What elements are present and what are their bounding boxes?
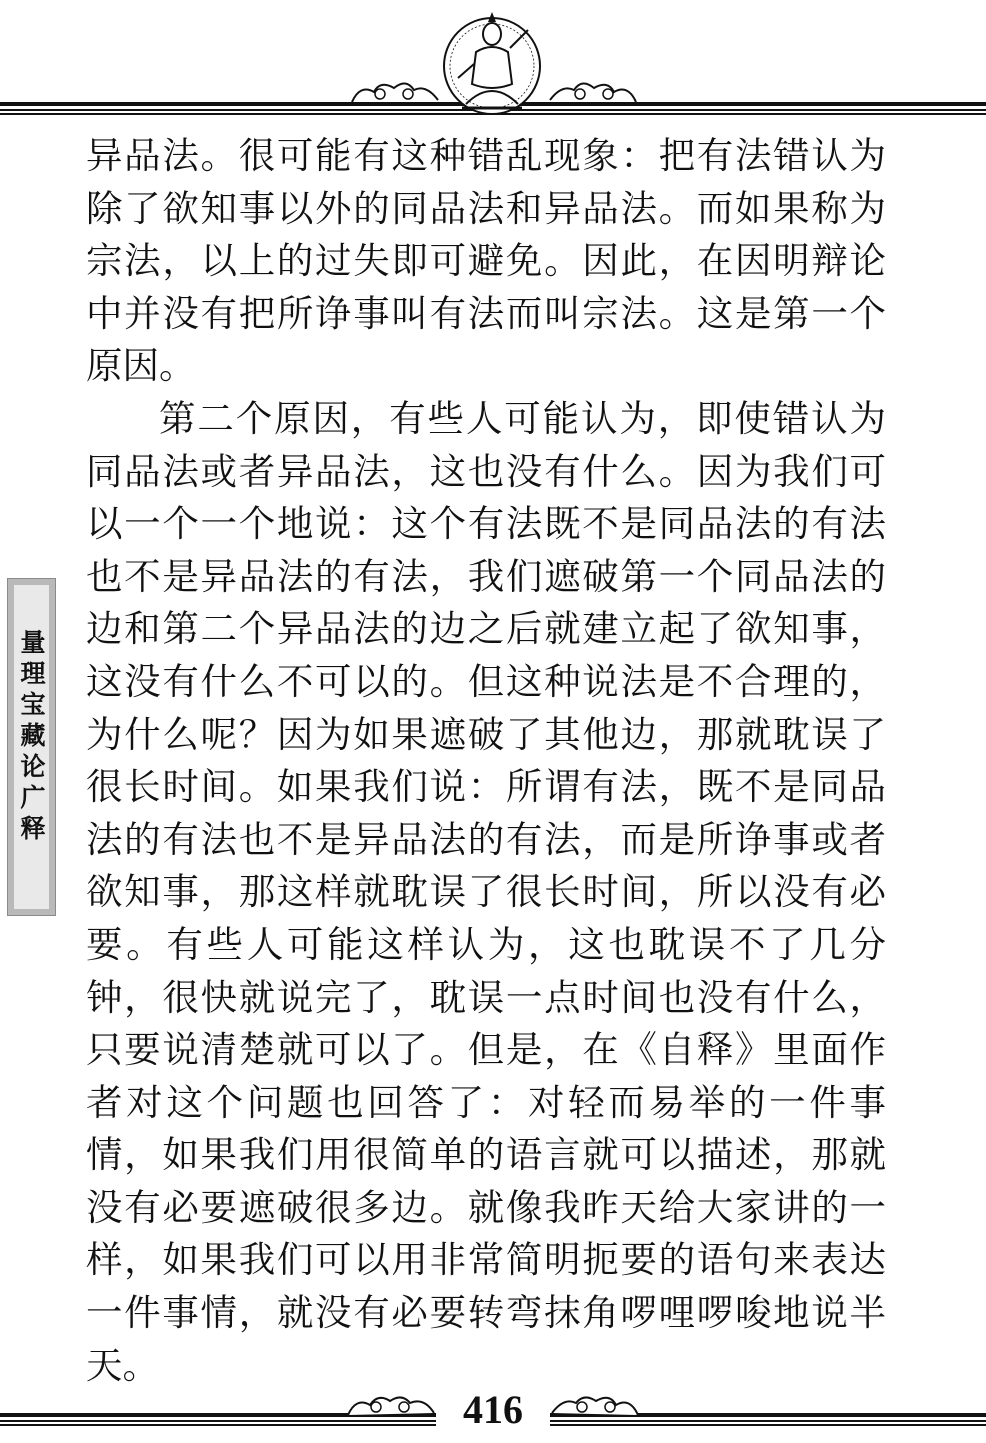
cloud-ornament-icon (548, 78, 638, 106)
side-tab-panel (14, 585, 49, 909)
paragraph: 异品法。很可能有这种错乱现象：把有法错认为除了欲知事以外的同品法和异品法。而如果称为宗法，以上的过失即可避免。因此，在因明辩论中并没有把所诤事叫有法而叫宗法。这是第一个原因。 (86, 134, 886, 388)
paragraph: 第二个原因，有些人可能认为，即使错认为同品法或者异品法，这也没有什么。因为我们可以一个一个地说：这个有法既不是同品法的有法也不是异品法的有法，我们遮破第一个同品法的边和第二个异品法的边之后就建立起了欲知事，这没有什么不可以的。但这种说法是不合理的，为什么呢？因为如果遮破了其他边，那就耽误了很长时间。如果我们说：所谓有法，既不是同品法的有法也不是异品法的有法，而是所诤事或者欲知事，那这样就耽误了很长时间，所以没有必要。有些人可能这样认为，这也耽误不了几分钟，很快就说完了，耽误一点时间也没有什么，只要说清楚就可以了。但是，在《自释》里面作者对这个问题也回答了：对轻而易举的一件事情，如果我们用很简单的语言就可以描述，那就没有必要遮破很多边。就像我昨天给大家讲的一样，如果我们可以用非常简明扼要的语句来表达一件事情，就没有必要转弯抹角啰哩啰唆地说半天。 (86, 396, 886, 1387)
body-text (86, 130, 886, 1392)
page-number: 416 (463, 1387, 523, 1432)
cloud-ornament-icon (350, 78, 440, 106)
page-header (0, 0, 986, 125)
deity-emblem-icon (436, 8, 548, 120)
side-book-title-tab (7, 578, 56, 916)
book-title: 量理宝藏论广释 (17, 629, 46, 846)
